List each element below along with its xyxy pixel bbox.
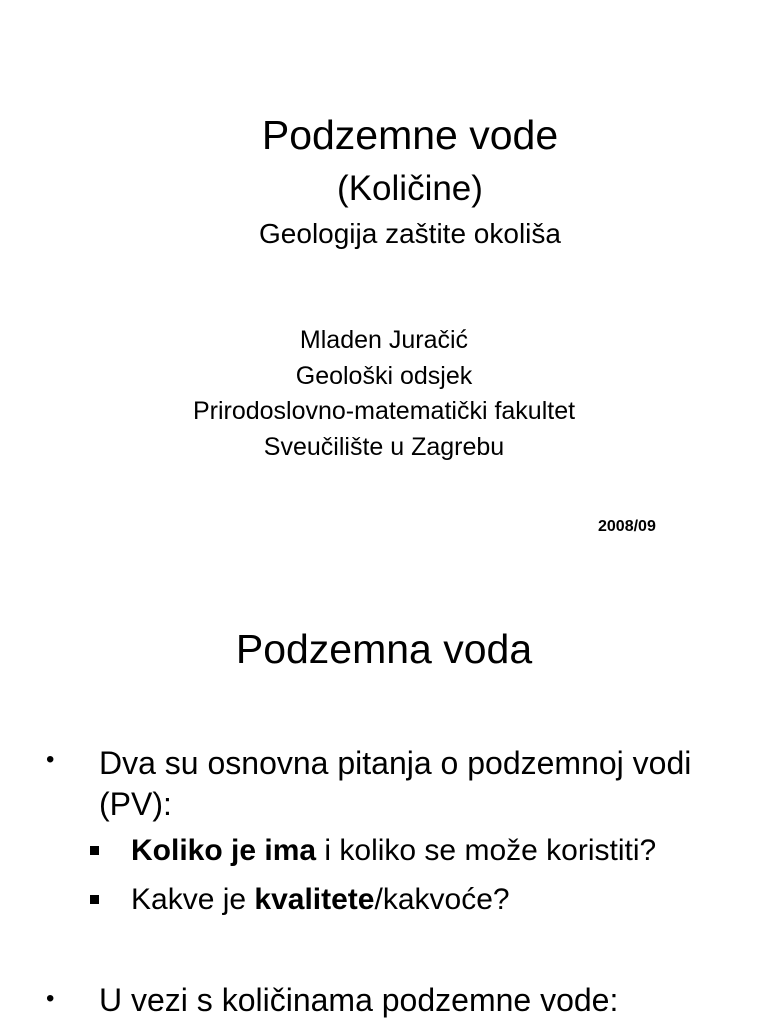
- slide1-subtitle: (Količine): [337, 169, 483, 208]
- bullet1-line1: Dva su osnovna pitanja o podzemnoj vodi: [99, 745, 692, 781]
- bullet-dot: •: [46, 985, 55, 1012]
- bullet-dot: •: [46, 746, 55, 773]
- slide1-title: Podzemne vode: [261, 112, 559, 158]
- sub1-bold: Koliko je ima: [131, 834, 317, 867]
- slide1-department: Geološki odsjek: [295, 362, 473, 390]
- sub2-post: /kakvoće?: [374, 883, 510, 916]
- square-bullet-icon: [90, 895, 99, 904]
- slide1-year: 2008/09: [598, 518, 656, 535]
- slide1-faculty: Prirodoslovno-matematički fakultet: [192, 397, 576, 425]
- slide1-author: Mladen Juračić: [299, 326, 469, 354]
- sub2-bold: kvalitete: [254, 883, 375, 916]
- bullet1-line2: (PV):: [99, 786, 172, 822]
- sub2-pre: Kakve je: [131, 883, 255, 916]
- bullet2-line: U vezi s količinama podzemne vode:: [99, 982, 619, 1018]
- slide1-course: Geologija zaštite okoliša: [259, 218, 561, 249]
- slide2-title: Podzemna voda: [235, 626, 533, 672]
- slide1-university: Sveučilište u Zagrebu: [263, 433, 505, 461]
- sub-bullet-2: [131, 883, 510, 917]
- square-bullet-icon: [90, 846, 99, 855]
- sub1-rest: i koliko se može koristiti?: [316, 834, 657, 867]
- sub-bullet-1: [131, 834, 656, 868]
